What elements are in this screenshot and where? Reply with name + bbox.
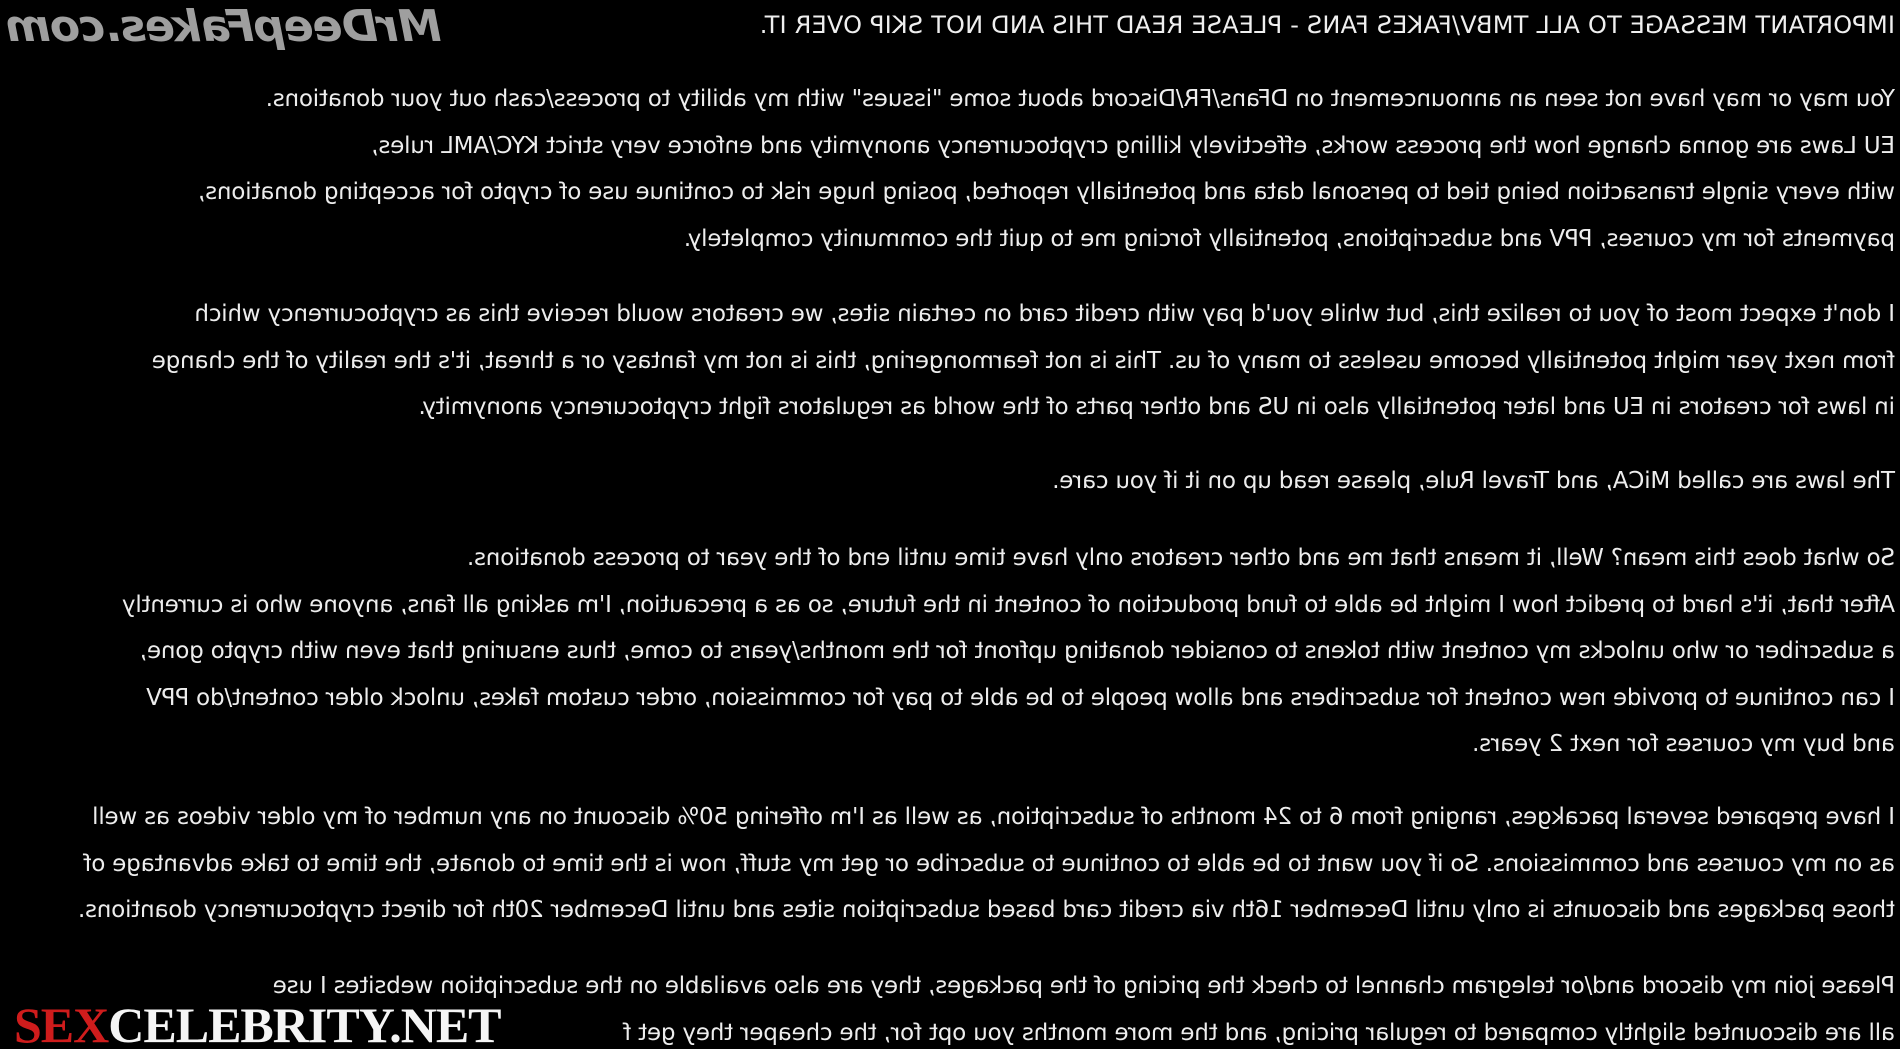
message-line: I can continue to provide new content for subscribers and allow people to be able to pay for commission, order custom fakes, unlock older content/do PPV [146, 684, 1895, 711]
message-line: those packages and discounts is only until December 16th via credit card based subscription sites and until December 20th for direct cryptocurrency doantions. [78, 897, 1895, 923]
watermark-mrdeepfakes: MrDeepFakes.com [6, 1, 442, 52]
message-line: with every single transaction being tied to personal data and potentially reported, posing huge risk to continue use of crypto for accepting donations, [198, 179, 1895, 205]
paragraph-4 [122, 535, 1895, 768]
message-line: I have prepared several pacakges, ranging from 6 to 24 months of subscription, as well as I'm offering 50% discount on any number of my older videos as well [92, 804, 1895, 830]
message-line: as on my courses and commissions. So if you want to be able to continue to subscribe or get my stuff, now is the time to donate, the time to take advantage of [83, 850, 1895, 877]
message-line: and buy my courses for next 2 years. [1472, 731, 1895, 757]
message-line: from next year might potentially become useless to many of us. This is not fearmongering, this is not my fantasy or a threat, it's the reality of the change [151, 347, 1895, 374]
watermark-celebrity-white: CELEBRITY.NET [108, 997, 501, 1049]
watermark-sex-red: SEX [14, 997, 109, 1049]
message-line: I don't expect most of you to realize this, but while you'd pay with credit card on certain sites, we creators would receive this as cryptocurrency which [194, 301, 1895, 327]
paragraph-1 [198, 76, 1895, 262]
paragraph-3 [1052, 458, 1895, 505]
message-line: in laws for creators in EU and later potentially also in US and other parts of the world as regulators fight cryptocurency anonymity. [418, 394, 1895, 420]
paragraph-2 [152, 291, 1895, 431]
message-line: The laws are called MiCA, and Travel Rule, please read up on it if you care. [1052, 468, 1895, 494]
watermark-sexcelebrity [14, 996, 501, 1049]
message-line: So what does this mean? Well, it means that me and other creators only have time until end of the year to process donations. [467, 545, 1895, 571]
message-line: EU Laws are gonna change how the process works, effectively killing cryptocurrency anonymity and enforce very strict KYC/AML rules, [371, 132, 1895, 159]
paragraph-6 [273, 963, 1895, 1049]
message-line: payments for my courses, PPV and subscriptions, potentially forcing me to quit the community completely. [684, 225, 1895, 252]
paragraph-5 [78, 794, 1895, 934]
message-line: After that, it's hard to predict how I might be able to fund production of content in the future, so as a precaution, I'm asking all fans, anyone who is currently [122, 591, 1895, 618]
message-line: a subscriber or who unlocks my content with tokens to consider donating upfront for the months/years to come, thus ensuring that even with crypto gone, [140, 638, 1895, 664]
page-title: IMPORTANT MESSAGE TO ALL TMBV/FAKES FANS - PLEASE READ THIS AND NOT SKIP OVER IT. [759, 11, 1895, 39]
message-line: You may or may have not seen an announcement on DFans/FR/Discord about some "issues" with my ability to process/cash out your donations. [265, 86, 1895, 112]
message-line: Please join my discord and/or telegram channel to check the pricing of the packages, they are also available on the subscription websites I use [272, 973, 1895, 999]
message-line: all are discounted slightly compared to regular pricing, and the more months you opt for, the cheaper they get f [623, 1019, 1895, 1046]
